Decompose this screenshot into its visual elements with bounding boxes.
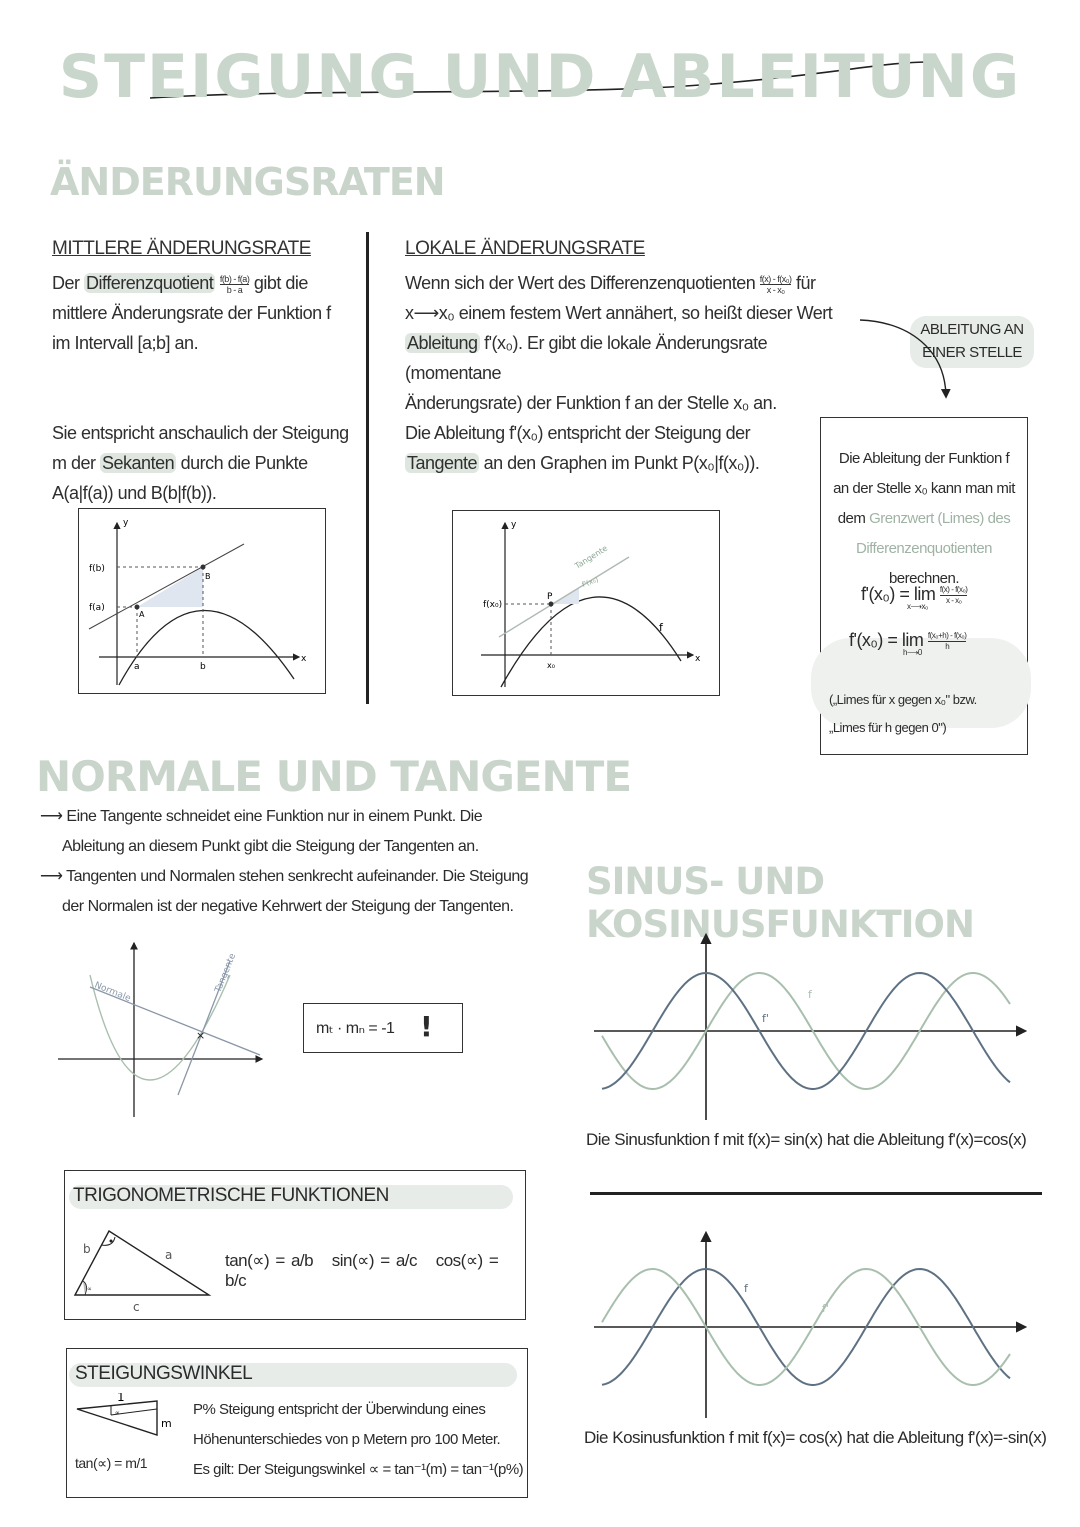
limit-sub: h⟶0 <box>903 647 922 657</box>
section-title-normale: NORMALE UND TANGENTE <box>36 752 632 801</box>
secant-line <box>89 544 244 629</box>
frac-den: x - x₀ <box>766 284 785 295</box>
text: durch die Punkte <box>180 453 308 473</box>
text: berechnen. <box>888 570 960 587</box>
section-title-sinus: SINUS- UND KOSINUSFUNKTION <box>586 860 974 946</box>
text: an der Stelle x₀ kann man mit <box>833 480 1015 497</box>
formula-box-normale <box>303 1003 463 1053</box>
term-differenzquotient: Differenzquotient <box>86 273 214 293</box>
fraction <box>220 274 250 295</box>
text: ABLEITUNG AN <box>920 321 1024 338</box>
text: Änderungsrate) der Funktion f an der Stelle x₀ an. <box>405 393 777 413</box>
curve-f <box>501 597 681 687</box>
graph-normale-tangente <box>50 935 280 1125</box>
slope-triangle-diagram <box>71 1393 181 1445</box>
label-x: x <box>301 654 307 664</box>
text: A(a|f(a)) und B(b|f(b)). <box>52 483 217 503</box>
box-trig <box>64 1170 526 1320</box>
graph-tangente <box>452 510 720 696</box>
label-a: a <box>134 662 140 672</box>
frac-den: b - a <box>226 284 243 295</box>
limit-sub: x⟶x₀ <box>907 601 928 611</box>
triangle <box>75 1231 209 1295</box>
point-a <box>135 605 140 610</box>
fraction <box>760 274 792 295</box>
tangent-line <box>499 557 629 637</box>
arrow-right-icon: ⟶ <box>40 868 67 885</box>
text: f'(x₀) = lim <box>861 584 936 604</box>
text: an den Graphen im Punkt P(x₀|f(x₀)). <box>483 453 760 473</box>
text: im Intervall [a;b] an. <box>52 333 199 353</box>
fraction <box>928 631 966 652</box>
graph-sinus <box>590 930 1030 1125</box>
lokale-paragraph-2 <box>405 418 825 478</box>
label-P: P <box>547 592 553 602</box>
text: f'(x₀). Er gibt die lokale Änderungsrate (momentane <box>405 333 768 383</box>
text: („Limes für x gegen x₀" bzw. <box>829 692 977 707</box>
page-title: STEIGUNG UND ABLEITUNG <box>58 42 1022 112</box>
trig-formulas <box>225 1251 525 1291</box>
formula-tan: tan(∝) = m/1 <box>75 1455 148 1471</box>
subheading-mittlere: MITTLERE ÄNDERUNGSRATE <box>52 238 311 259</box>
lokale-paragraph-1 <box>405 268 865 418</box>
graph-tangente-svg <box>453 511 719 695</box>
steigungswinkel-text <box>193 1395 523 1485</box>
formula-text: mₜ · mₙ = -1 <box>316 1020 395 1037</box>
box-ableitung-stelle <box>820 417 1028 755</box>
label-y: y <box>123 518 129 528</box>
term-ableitung: Ableitung <box>407 333 478 353</box>
column-divider <box>366 232 369 704</box>
term-differenzenquotient: Differenzenquotienten <box>856 540 992 557</box>
label-fprime: f' <box>762 1012 769 1025</box>
text: Die Ableitung der Funktion f <box>838 450 1010 467</box>
heading-steigungswinkel: STEIGUNGSWINKEL <box>75 1363 253 1384</box>
slope-triangle <box>137 567 203 607</box>
text: mittlere Änderungsrate der Funktion f <box>52 303 331 323</box>
formula-tan: tan(∝) = a/b <box>225 1251 314 1270</box>
term-sekanten: Sekanten <box>102 453 175 473</box>
label-tangente: Tangente <box>213 952 239 995</box>
label-fa: f(a) <box>89 603 105 613</box>
label-m: m <box>161 1417 172 1430</box>
formula-sin: sin(∝) = a/c <box>331 1251 418 1270</box>
frac-num: f(x₀+h) - f(x₀) <box>927 630 967 640</box>
text: f'(x₀) = lim <box>849 630 924 650</box>
fraction <box>940 585 968 606</box>
triangle-diagram <box>69 1219 229 1311</box>
text: P% Steigung entspricht der Überwindung eines <box>193 1401 486 1418</box>
text: für <box>795 273 816 293</box>
formula-limes-1 <box>861 584 967 611</box>
graph-kosinus <box>590 1228 1030 1423</box>
term-grenzwert: Grenzwert (Limes) <box>869 510 984 527</box>
exclamation-icon: ! <box>420 1010 433 1043</box>
formula-limes-2 <box>849 630 966 657</box>
point-b <box>201 565 206 570</box>
label-fx0: f(x₀) <box>483 600 503 610</box>
label-alpha: ∝ <box>115 1409 121 1417</box>
bullet-2 <box>40 862 560 922</box>
caption-kosinus: Die Kosinusfunktion f mit f(x)= cos(x) hat die Ableitung f'(x)=-sin(x) <box>584 1428 1047 1447</box>
text: Tangenten und Normalen stehen senkrecht aufeinander. Die Steigung <box>66 868 529 885</box>
frac-den: h <box>945 641 950 651</box>
section-title-aenderungsraten: ÄNDERUNGSRATEN <box>50 160 445 204</box>
arrow-to-box <box>850 310 960 406</box>
bullet-1 <box>40 802 560 862</box>
frac-num: f(x) - f(x₀) <box>759 273 792 284</box>
term-tangente: Tangente <box>407 453 478 473</box>
box-text <box>821 444 1027 594</box>
formula-cos: cos(∝) = b/c <box>225 1251 499 1290</box>
label-tangente: Tangente <box>573 543 610 571</box>
label-fb: f(b) <box>89 564 105 574</box>
text: Ableitung an diesem Punkt gibt die Steigung der Tangenten an. <box>62 838 479 855</box>
frac-den: x - x₀ <box>945 595 962 605</box>
box-steigungswinkel <box>66 1348 528 1498</box>
text: EINER STELLE <box>922 344 1022 361</box>
text: Es gilt: Der Steigungswinkel ∝ = tan⁻¹(m) = tan⁻¹(p%) <box>193 1461 524 1478</box>
right-angle-dot <box>110 1240 113 1243</box>
label-one: 1 <box>117 1393 125 1404</box>
text: dem <box>837 510 866 527</box>
graph-sekante <box>78 508 326 694</box>
text: Der <box>52 273 80 293</box>
label-alpha: ∝ <box>87 1285 93 1293</box>
text: m der <box>52 453 96 473</box>
text: gibt die <box>253 273 308 293</box>
label-x0: x₀ <box>547 661 555 670</box>
frac-num: f(b) - f(a) <box>219 273 250 284</box>
label-f: f <box>659 621 663 634</box>
text: Sie entspricht anschaulich der Steigung <box>52 423 349 443</box>
label-c: c <box>133 1300 140 1311</box>
text: Die Ableitung f'(x₀) entspricht der Steigung der <box>405 423 751 443</box>
label-x: x <box>695 654 701 664</box>
heading-trig: TRIGONOMETRISCHE FUNKTIONEN <box>73 1185 389 1206</box>
mittlere-paragraph-2 <box>52 418 382 508</box>
normale-bullets <box>40 802 560 922</box>
point-p <box>549 602 554 607</box>
text: Eine Tangente schneidet eine Funktion nur in einem Punkt. Die <box>66 808 483 825</box>
label-f: f <box>808 988 812 1001</box>
label-fprime: f' <box>822 1302 829 1315</box>
intersection-mark: × <box>196 1029 206 1042</box>
graph-sekante-svg <box>79 509 325 693</box>
label-a: a <box>165 1248 173 1262</box>
label-normale: Normale <box>92 980 132 1005</box>
text: der Normalen ist der negative Kehrwert der Steigung der Tangenten. <box>62 898 514 915</box>
text: des <box>987 510 1011 527</box>
label-f: f <box>744 1282 748 1295</box>
limes-note <box>829 686 977 742</box>
label-A: A <box>139 610 145 619</box>
caption-sinus: Die Sinusfunktion f mit f(x)= sin(x) hat die Ableitung f'(x)=cos(x) <box>586 1130 1027 1149</box>
frac-num: f(x) - f(x₀) <box>939 584 968 594</box>
label-B: B <box>205 572 211 581</box>
triangle <box>77 1401 157 1435</box>
subheading-lokale: LOKALE ÄNDERUNGSRATE <box>405 238 645 259</box>
label-b: b <box>83 1242 91 1256</box>
text: „Limes für h gegen 0") <box>829 720 947 735</box>
text: Wenn sich der Wert des Differenzenquotienten <box>405 273 756 293</box>
arrow-right-icon: ⟶ <box>40 808 67 825</box>
label-y: y <box>511 520 517 530</box>
divider <box>590 1192 1042 1195</box>
curve-f <box>119 610 294 685</box>
mittlere-paragraph-1 <box>52 268 372 358</box>
text: x⟶x₀ einem festem Wert annähert, so heißt dieser Wert <box>405 303 833 323</box>
text: Höhenunterschiedes von p Metern pro 100 Meter. <box>193 1431 501 1448</box>
label-fprime: f'(x₀) <box>580 575 600 589</box>
label-b: b <box>200 662 206 672</box>
